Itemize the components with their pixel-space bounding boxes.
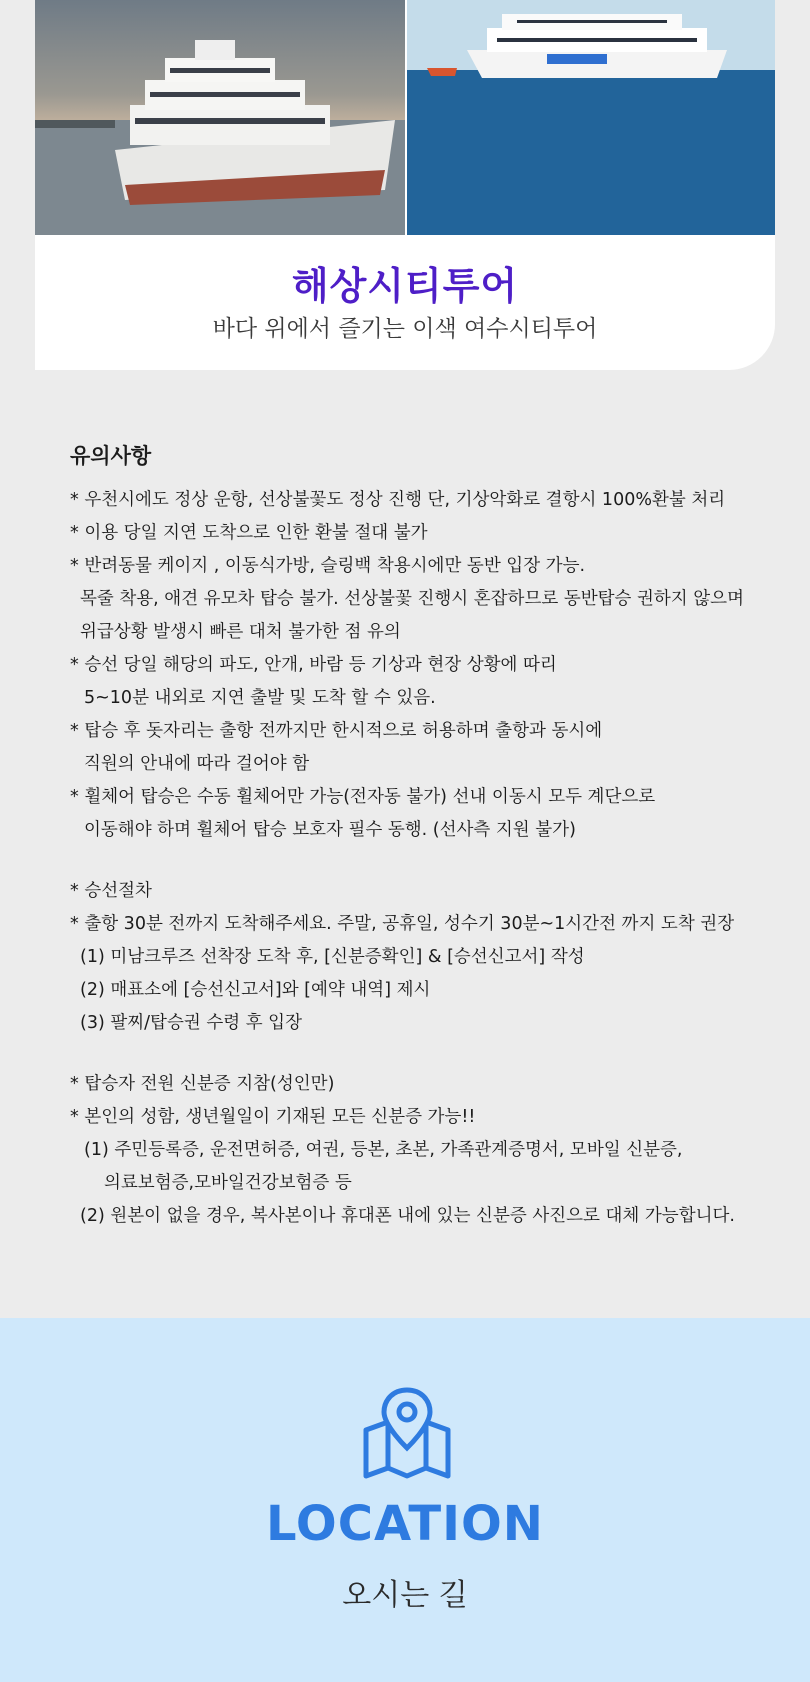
notice-line: * 반려동물 케이지 , 이동식가방, 슬링백 착용시에만 동반 입장 가능. (70, 556, 586, 576)
notice-line: * 이용 당일 지연 도착으로 인한 환불 절대 불가 (70, 523, 428, 543)
notice-line: * 우천시에도 정상 운항, 선상불꽃도 정상 진행 단, 기상악화로 결항시 100%환불 처리 (70, 490, 726, 510)
notice-title: 유의사항 (70, 444, 152, 468)
spacer (70, 1040, 760, 1068)
cruise-photo-sea (407, 0, 775, 235)
notice-line: 위급상황 발생시 빠른 대처 불가한 점 유의 (80, 622, 401, 642)
location-subtitle: 오시는 길 (342, 1578, 468, 1613)
spacer (70, 847, 760, 875)
notice-line: * 승선 당일 해당의 파도, 안개, 바람 등 기상과 현장 상황에 따리 (70, 655, 557, 675)
page-subtitle: 바다 위에서 즐기는 이색 여수시티투어 (212, 316, 598, 342)
notice-line: 5~10분 내외로 지연 출발 및 도착 할 수 있음. (84, 688, 436, 708)
notice-line: * 탑승 후 돗자리는 출항 전까지만 한시적으로 허용하며 출항과 동시에 (70, 721, 603, 741)
boarding-line: (3) 팔찌/탑승권 수령 후 입장 (80, 1013, 302, 1033)
cruise-photo-sunset (35, 0, 405, 235)
location-title: LOCATION (266, 1496, 544, 1552)
id-line: (2) 원본이 없을 경우, 복사본이나 휴대폰 내에 있는 신분증 사진으로 대체 가능합니다. (80, 1206, 735, 1226)
id-line: * 탑승자 전원 신분증 지참(성인만) (70, 1074, 335, 1094)
map-pin-icon (362, 1386, 452, 1480)
id-line: (1) 주민등록증, 운전면허증, 여권, 등본, 초본, 가족관계증명서, 모바일 신분증, (84, 1140, 683, 1160)
location-section (0, 1318, 810, 1682)
notice-line: 목줄 착용, 애견 유모차 탑승 불가. 선상불꽃 진행시 혼잡하므로 동반탑승 권하지 않으며 (80, 589, 744, 609)
notice-line: * 휠체어 탑승은 수동 휠체어만 가능(전자동 불가) 선내 이동시 모두 계단으로 (70, 787, 656, 807)
id-line: 의료보험증,모바일건강보험증 등 (104, 1173, 352, 1193)
notice-line: 이동해야 하며 휠체어 탑승 보호자 필수 동행. (선사측 지원 불가) (84, 820, 576, 840)
id-line: * 본인의 성함, 생년월일이 기재된 모든 신분증 가능!! (70, 1107, 476, 1127)
ship-illustration-right (407, 0, 775, 235)
notice-section (70, 440, 760, 1233)
boarding-line: (1) 미남크루즈 선착장 도착 후, [신분증확인] & [승선신고서] 작성 (80, 947, 585, 967)
notice-line: 직원의 안내에 따라 걸어야 함 (84, 754, 310, 774)
boarding-line: (2) 매표소에 [승선신고서]와 [예약 내역] 제시 (80, 980, 431, 1000)
boarding-line: * 출항 30분 전까지 도착해주세요. 주말, 공휴일, 성수기 30분~1시간전 까지 도착 권장 (70, 914, 735, 934)
hero-card (35, 0, 775, 370)
page-title: 해상시티투어 (291, 264, 519, 308)
boarding-line: * 승선절차 (70, 881, 152, 901)
ship-illustration-left (35, 0, 405, 235)
